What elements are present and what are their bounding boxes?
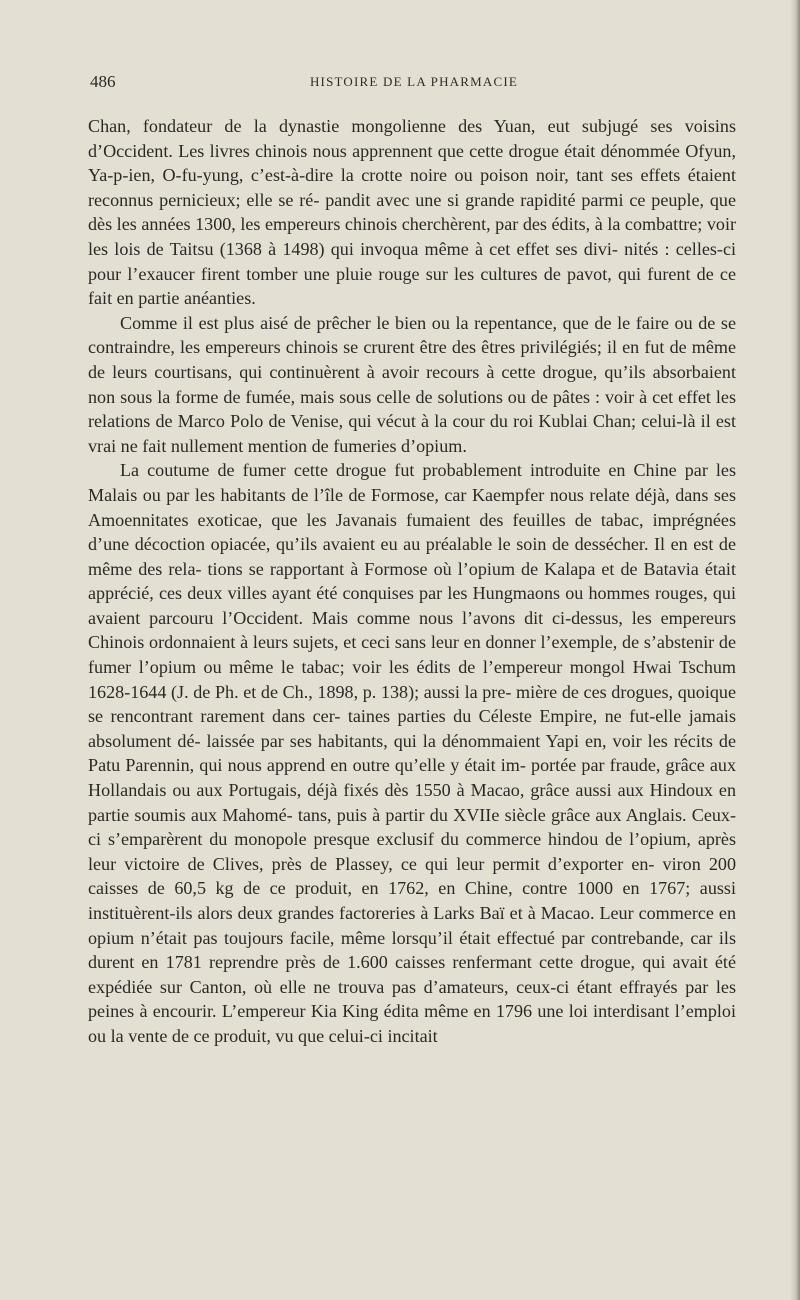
running-head: HISTOIRE DE LA PHARMACIE [309, 74, 519, 89]
page-number: 486 [90, 72, 116, 91]
paragraph-3: La coutume de fumer cette drogue fut probablement introduite en Chine par les Malais ou par les habitants de l’île de Formose, car Kaempfer nous relate déjà, dans ses Amoennitates exoticae, que les Javanais fumaient des feuilles de tabac, imprégnées d’une décoction opiacée, qu’ils avaient eu au préalable le soin de dessécher. Il en est de même des rela- tions se rapportant à Formose où l’opium de Kalapa et de Batavia était apprécié, ces deux villes ayant été conquises par les Hungmaons ou hommes rouges, qui avaient parcouru l’Occident. Mais comme nous l’avons dit ci-dessus, les empereurs Chinois ordonnaient à leurs sujets, et ceci sans leur en donner l’exemple, de s’abstenir de fumer l’opium ou même le tabac; voir les édits de l’empereur mongol Hwai Tschum 1628-1644 (J. de Ph. et de Ch., 1898, p. 138); aussi la pre- mière de ces drogues, quoique se rencontrant rarement dans cer- taines parties du Céleste Empire, ne fut-elle jamais absolument dé- laissée par ses habitants, qui la dénommaient Yapi en, voir les récits de Patu Parennin, qui nous apprend en outre qu’elle y était im- portée par fraude, grâce aux Hollandais ou aux Portugais, déjà fixés dès 1550 à Macao, grâce aussi aux Hindoux en partie soumis aux Mahomé- tans, puis à partir du XVIIe siècle grâce aux Anglais. Ceux-ci s’emparèrent du monopole presque exclusif du commerce hindou de l’opium, après leur victoire de Clives, près de Plassey, ce qui leur permit d’exporter en- viron 200 caisses de 60,5 kg de ce produit, en 1762, en Chine, contre 1000 en 1767; aussi instituèrent-ils alors deux grandes factoreries à Larks Baï et à Macao. Leur commerce en opium n’était pas toujours facile, même lorsqu’il était effectué par contrebande, car ils durent en 1781 reprendre près de 1.600 caisses renfermant cette drogue, qui avait été expédiée sur Canton, où elle ne trouva pas d’amateurs, ceux-ci étant effrayés par les peines à encourir. L’empereur Kia King édita même en 1796 une loi interdisant l’emploi ou la vente de ce produit, vu que celui-ci incitait [88, 460, 736, 1046]
body-text [88, 114, 736, 1049]
page-edge-shadow [790, 0, 800, 1300]
paragraph-1: Chan, fondateur de la dynastie mongolienne des Yuan, eut subjugé ses voisins d’Occident. Les livres chinois nous apprennent que cette drogue était dénommée Ofyun, Ya-p-ien, O-fu-yung, c’est-à-dire la crotte noire ou poison noir, tant ses effets étaient reconnus pernicieux; elle se ré- pandit avec une si grande rapidité parmi ce peuple, que dès les années 1300, les empereurs chinois cherchèrent, par des édits, à la combattre; voir les lois de Taitsu (1368 à 1498) qui invoqua même à cet effet ses divi- nités : celles-ci pour l’exaucer firent tomber une pluie rouge sur les cultures de pavot, qui furent de ce fait en partie anéanties. [88, 116, 736, 309]
page-header [90, 72, 738, 94]
paragraph-2: Comme il est plus aisé de prêcher le bien ou la repentance, que de le faire ou de se contraindre, les empereurs chinois se crurent être des êtres privilégiés; il en fut de même de leurs courtisans, qui continuèrent à avoir recours à cette drogue, qu’ils absorbaient non sous la forme de fumée, mais sous celle de solutions ou de pâtes : voir à cet effet les relations de Marco Polo de Venise, qui vécut à la cour du roi Kublai Chan; celui-là il est vrai ne fait nullement mention de fumeries d’opium. [88, 312, 736, 456]
